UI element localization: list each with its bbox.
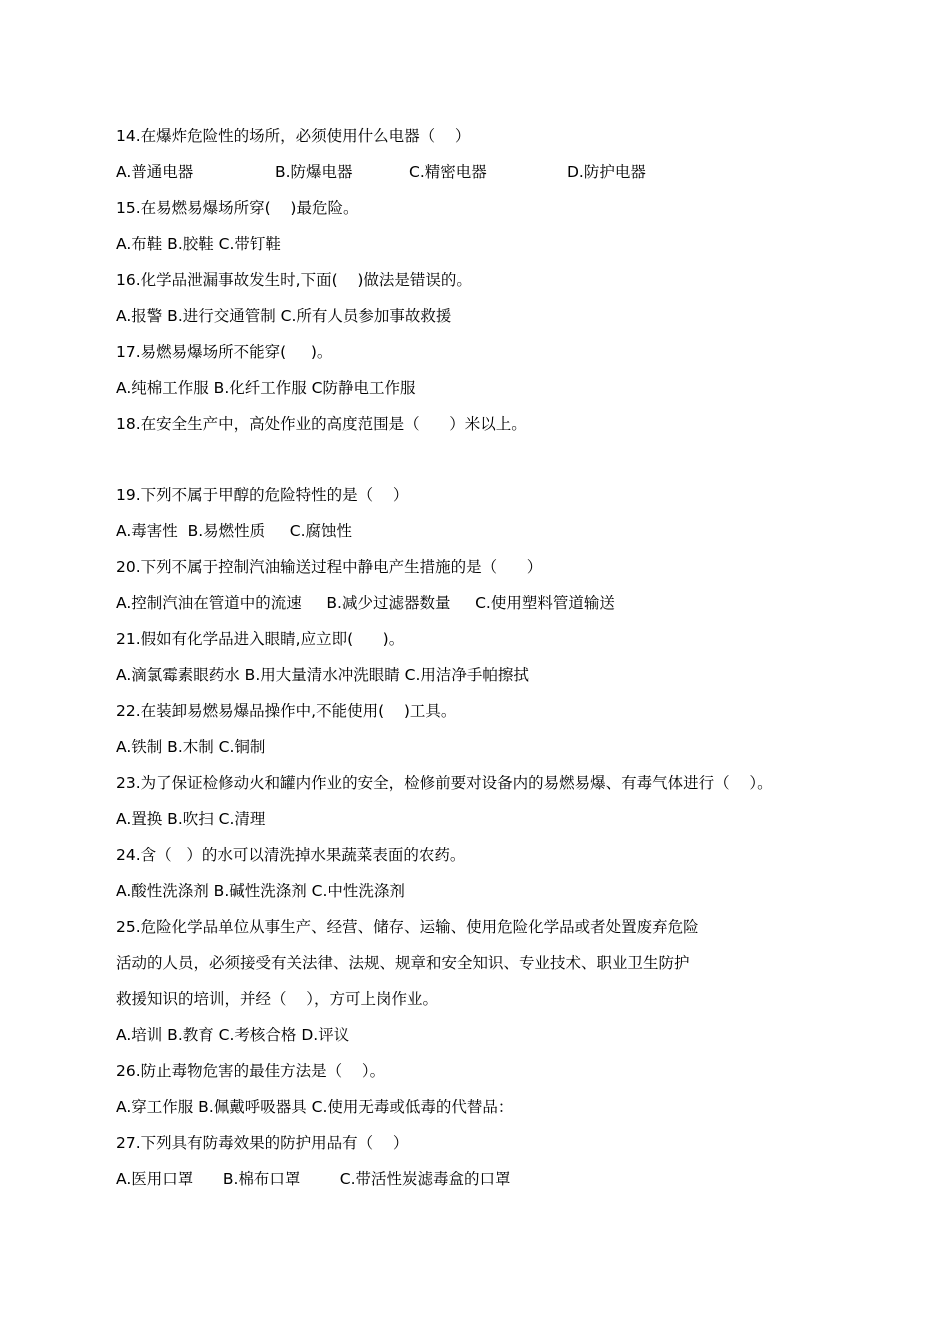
question-24: 24.含（ ）的水可以清洗掉水果蔬菜表面的农药。: [116, 846, 466, 864]
question-25-line-1: 25.危险化学品单位从事生产、经营、储存、运输、使用危险化学品或者处置废弃危险: [116, 918, 699, 936]
question-21-options: A.滴氯霉素眼药水 B.用大量清水冲洗眼睛 C.用洁净手帕擦拭: [116, 666, 529, 684]
question-25-options: A.培训 B.教育 C.考核合格 D.评议: [116, 1026, 350, 1044]
question-15-options: A.布鞋 B.胶鞋 C.带钉鞋: [116, 235, 281, 253]
question-22: 22.在装卸易燃易爆品操作中,不能使用( )工具。: [116, 702, 457, 720]
question-26: 26.防止毒物危害的最佳方法是（ ）。: [116, 1062, 386, 1080]
question-27-options: A.医用口罩 B.棉布口罩 C.带活性炭滤毒盒的口罩: [116, 1170, 511, 1188]
question-20-options: A.控制汽油在管道中的流速 B.减少过滤器数量 C.使用塑料管道输送: [116, 594, 615, 612]
question-19-options: A.毒害性 B.易燃性质 C.腐蚀性: [116, 522, 353, 540]
question-26-options: A.穿工作服 B.佩戴呼吸器具 C.使用无毒或低毒的代替品：: [116, 1098, 514, 1116]
question-23: 23.为了保证检修动火和罐内作业的安全，检修前要对设备内的易燃易爆、有毒气体进行（ ）。: [116, 774, 773, 792]
question-14-option-c: C.精密电器: [409, 163, 487, 181]
question-25-line-3: 救援知识的培训，并经（ ），方可上岗作业。: [116, 990, 438, 1008]
question-24-options: A.酸性洗涤剂 B.碱性洗涤剂 C.中性洗涤剂: [116, 882, 405, 900]
question-14: 14.在爆炸危险性的场所，必须使用什么电器（ ）: [116, 127, 471, 145]
question-20: 20.下列不属于控制汽油输送过程中静电产生措施的是（ ）: [116, 558, 543, 576]
question-17-options: A.纯棉工作服 B.化纤工作服 C防静电工作服: [116, 379, 416, 397]
question-27: 27.下列具有防毒效果的防护用品有（ ）: [116, 1134, 409, 1152]
question-17: 17.易燃易爆场所不能穿( )。: [116, 343, 333, 361]
question-15: 15.在易燃易爆场所穿( )最危险。: [116, 199, 359, 217]
question-19: 19.下列不属于甲醇的危险特性的是（ ）: [116, 486, 409, 504]
question-14-option-a: A.普通电器: [116, 163, 194, 181]
question-25-line-2: 活动的人员，必须接受有关法律、法规、规章和安全知识、专业技术、职业卫生防护: [116, 954, 690, 972]
question-22-options: A.铁制 B.木制 C.铜制: [116, 738, 266, 756]
question-16: 16.化学品泄漏事故发生时,下面( )做法是错误的。: [116, 271, 472, 289]
question-14-option-d: D.防护电器: [567, 163, 646, 181]
question-18: 18.在安全生产中，高处作业的高度范围是（ ）米以上。: [116, 415, 527, 433]
question-14-option-b: B.防爆电器: [275, 163, 353, 181]
question-21: 21.假如有化学品进入眼睛,应立即( )。: [116, 630, 405, 648]
question-23-options: A.置换 B.吹扫 C.清理: [116, 810, 266, 828]
question-16-options: A.报警 B.进行交通管制 C.所有人员参加事故救援: [116, 307, 452, 325]
